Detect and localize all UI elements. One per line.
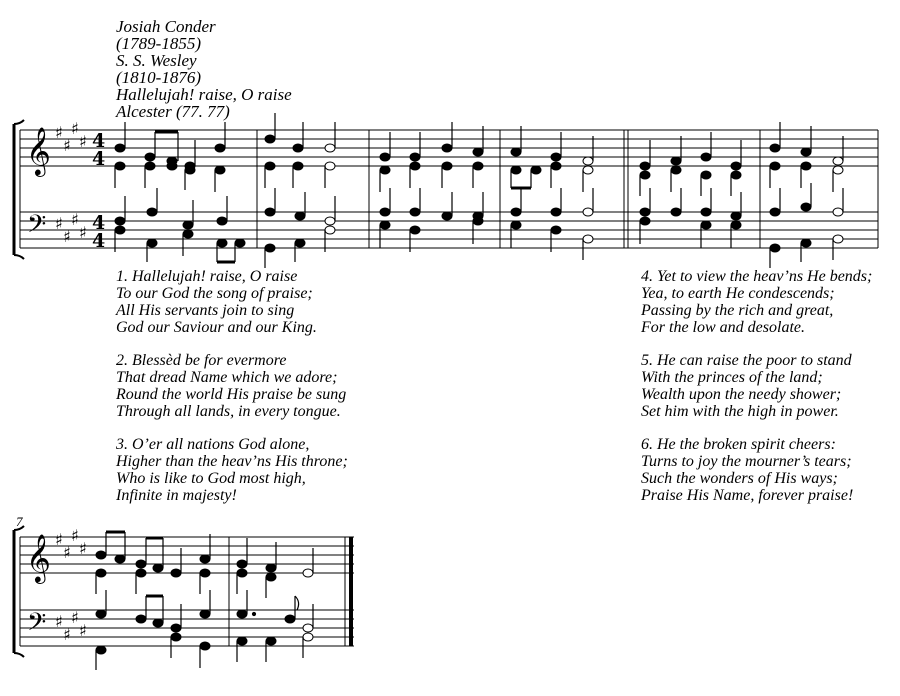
verse-line: 2. Blessèd be for evermore <box>116 352 287 369</box>
svg-text:♯: ♯ <box>55 123 63 142</box>
words-author-dates: (1789-1855) <box>116 34 201 53</box>
bass-stems-2 <box>96 590 313 670</box>
verse-line: Set him with the high in power. <box>641 403 839 420</box>
verse-line: To our God the song of praise; <box>116 285 313 302</box>
treble-stems-2 <box>96 532 313 598</box>
svg-text:♯: ♯ <box>55 214 63 233</box>
verse-2 <box>116 352 348 420</box>
verse-line: That dread Name which we adore; <box>116 369 338 386</box>
svg-text:♯: ♯ <box>71 608 79 627</box>
verse-line: Wealth upon the needy shower; <box>641 386 842 403</box>
verse-line: Who is like to God most high, <box>116 470 306 487</box>
verse-line: Turns to joy the mourner’s tears; <box>641 453 852 470</box>
verse-line: 6. He the broken spirit cheers: <box>641 436 836 453</box>
treble-clef-icon: 𝄞 <box>26 126 51 175</box>
svg-text:4: 4 <box>92 212 106 234</box>
svg-text:♯: ♯ <box>63 625 71 644</box>
tune-name-meter: Alcester (77. 77) <box>116 102 230 121</box>
svg-text:♯: ♯ <box>79 621 87 640</box>
svg-text:♯: ♯ <box>71 526 79 545</box>
verse-line: With the princes of the land; <box>641 369 823 386</box>
treble-clef-icon: 𝄞 <box>26 533 51 582</box>
verse-4 <box>641 268 872 336</box>
key-signature-bass <box>55 210 87 246</box>
measure-number: 7 <box>16 514 23 529</box>
verse-line: Passing by the rich and great, <box>641 302 834 319</box>
music-composer: S. S. Wesley <box>116 51 197 70</box>
verse-line: 1. Hallelujah! raise, O raise <box>116 268 298 285</box>
hymn-first-line: Hallelujah! raise, O raise <box>116 85 292 104</box>
verse-line: Higher than the heav’ns His throne; <box>116 453 348 470</box>
svg-text:4: 4 <box>92 230 106 252</box>
svg-text:♯: ♯ <box>79 132 87 151</box>
verse-5 <box>641 352 872 420</box>
verse-line: For the low and desolate. <box>641 319 805 336</box>
bass-notes-1 <box>115 203 843 252</box>
verses-right-column <box>641 268 872 520</box>
verse-6 <box>641 436 872 504</box>
verse-line: Yea, to earth He condescends; <box>641 285 835 302</box>
verse-line: 5. He can raise the poor to stand <box>641 352 852 369</box>
bass-notes-2 <box>96 610 313 654</box>
verses-left-column <box>116 268 348 520</box>
verse-line: Such the wonders of His ways; <box>641 470 838 487</box>
svg-text:♯: ♯ <box>63 227 71 246</box>
svg-text:♯: ♯ <box>71 210 79 229</box>
verse-line: Infinite in majesty! <box>116 487 237 504</box>
time-signature <box>92 130 105 252</box>
svg-text:4: 4 <box>92 130 106 152</box>
music-composer-dates: (1810-1876) <box>116 68 201 87</box>
svg-text:4: 4 <box>92 148 106 170</box>
verse-line: Round the world His praise be sung <box>116 386 347 403</box>
key-signature-bass <box>55 608 87 644</box>
words-author: Josiah Conder <box>116 17 216 36</box>
verse-line: All His servants join to sing <box>116 302 295 319</box>
verse-3 <box>116 436 348 504</box>
verse-line: 3. O’er all nations God alone, <box>116 436 310 453</box>
key-signature-treble <box>55 526 87 562</box>
bass-clef-icon: 𝄢 <box>27 608 47 643</box>
key-signature-treble <box>55 119 87 155</box>
svg-text:♯: ♯ <box>55 612 63 631</box>
verse-1 <box>116 268 348 336</box>
svg-text:♯: ♯ <box>63 543 71 562</box>
svg-text:♯: ♯ <box>63 136 71 155</box>
svg-text:♯: ♯ <box>71 119 79 138</box>
verse-line: Praise His Name, forever praise! <box>641 487 854 504</box>
verse-line: God our Saviour and our King. <box>116 319 317 336</box>
verse-line: Through all lands, in every tongue. <box>116 403 341 420</box>
svg-text:♯: ♯ <box>79 539 87 558</box>
svg-text:♯: ♯ <box>79 223 87 242</box>
verse-line: 4. Yet to view the heav’ns He bends; <box>641 268 873 285</box>
bass-clef-icon: 𝄢 <box>27 210 47 245</box>
svg-text:♯: ♯ <box>55 530 63 549</box>
